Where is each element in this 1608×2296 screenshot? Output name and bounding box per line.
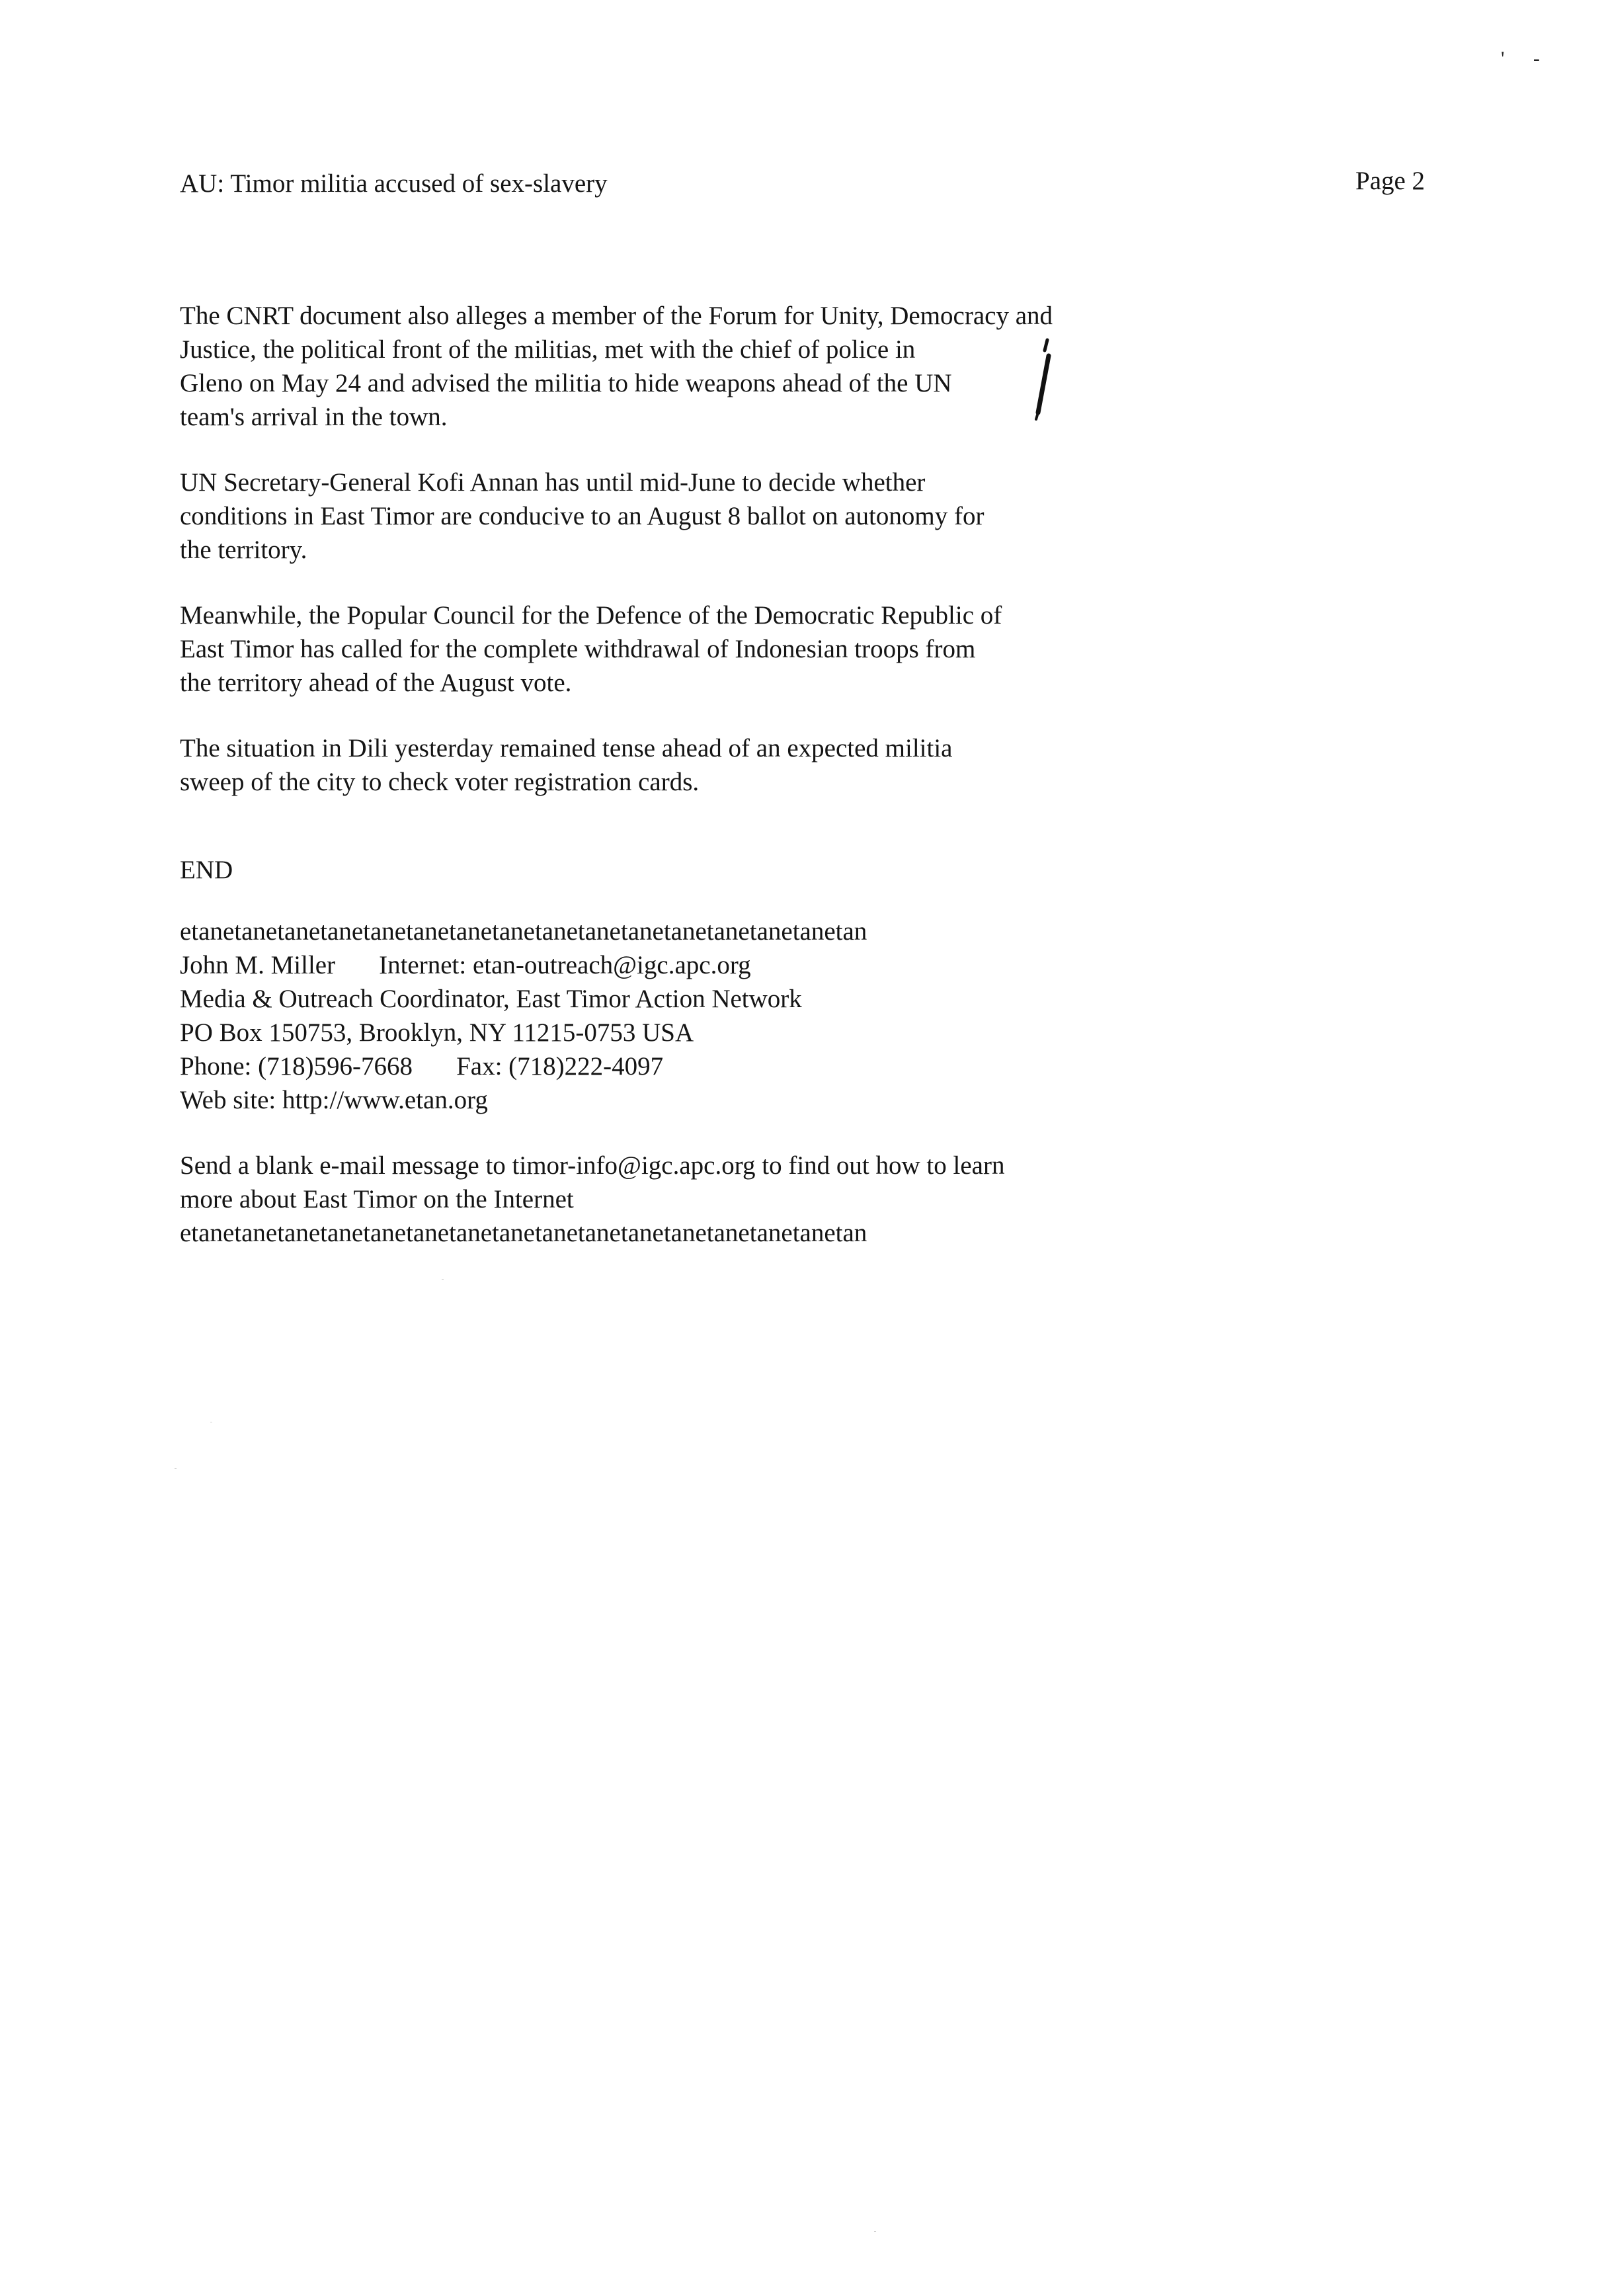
- signature-separator: etanetanetanetanetanetanetanetanetanetanetanetanetanetanetanetan: [180, 917, 867, 946]
- corner-marks: ' -: [1501, 48, 1552, 69]
- end-marker: END: [180, 856, 233, 884]
- page-number: Page 2: [1355, 167, 1426, 195]
- paragraph-line: UN Secretary-General Kofi Annan has until mid-June to decide whether: [180, 468, 926, 497]
- signature-phone: Phone: (718)596-7668: [180, 1052, 413, 1081]
- paragraph-line: sweep of the city to check voter registration cards.: [180, 768, 700, 796]
- paragraph-dili-situation: [180, 731, 1172, 799]
- paragraph-line: the territory ahead of the August vote.: [180, 669, 572, 697]
- signature-website[interactable]: Web site: http://www.etan.org: [180, 1086, 488, 1114]
- paragraph-kofi-annan: [180, 466, 1172, 567]
- signature-name-line: [180, 948, 1172, 982]
- paragraph-line: team's arrival in the town.: [180, 403, 448, 431]
- signature-name: John M. Miller: [180, 951, 336, 979]
- article-body: [180, 299, 1172, 1282]
- scan-speck: [175, 1468, 177, 1469]
- footer-separator: etanetanetanetanetanetanetanetanetanetanetanetanetanetanetanetan: [180, 1219, 867, 1247]
- signature-internet[interactable]: Internet: etan-outreach@igc.apc.org: [379, 951, 751, 979]
- signature-fax: Fax: (718)222-4097: [456, 1052, 664, 1081]
- footer-note: [180, 1149, 1172, 1250]
- header-title: AU: Timor militia accused of sex-slavery: [180, 169, 608, 198]
- scan-speck: [442, 1279, 444, 1280]
- footer-note-line: more about East Timor on the Internet: [180, 1185, 574, 1213]
- paragraph-line: The CNRT document also alleges a member of the Forum for Unity, Democracy and: [180, 302, 1053, 330]
- paragraph-line: Gleno on May 24 and advised the militia to hide weapons ahead of the UN: [180, 369, 952, 397]
- scan-speck: [874, 2231, 876, 2232]
- signature-phone-line: [180, 1049, 1172, 1083]
- paragraph-line: Meanwhile, the Popular Council for the Defence of the Democratic Republic of: [180, 601, 1002, 630]
- paragraph-line: Justice, the political front of the militias, met with the chief of police in: [180, 335, 916, 364]
- paragraph-line: the territory.: [180, 536, 307, 564]
- signature-role: Media & Outreach Coordinator, East Timor Action Network: [180, 985, 802, 1013]
- footer-note-line: Send a blank e-mail message to timor-info@igc.apc.org to find out how to learn: [180, 1151, 1005, 1180]
- paragraph-line: conditions in East Timor are conducive to an August 8 ballot on autonomy for: [180, 502, 985, 530]
- paragraph-popular-council: [180, 598, 1172, 700]
- signature-block: [180, 915, 1172, 1117]
- paragraph-line: The situation in Dili yesterday remained tense ahead of an expected militia: [180, 734, 953, 762]
- signature-address: PO Box 150753, Brooklyn, NY 11215-0753 USA: [180, 1018, 694, 1047]
- paragraph-cnrt-document: [180, 299, 1172, 434]
- paragraph-line: East Timor has called for the complete withdrawal of Indonesian troops from: [180, 635, 976, 663]
